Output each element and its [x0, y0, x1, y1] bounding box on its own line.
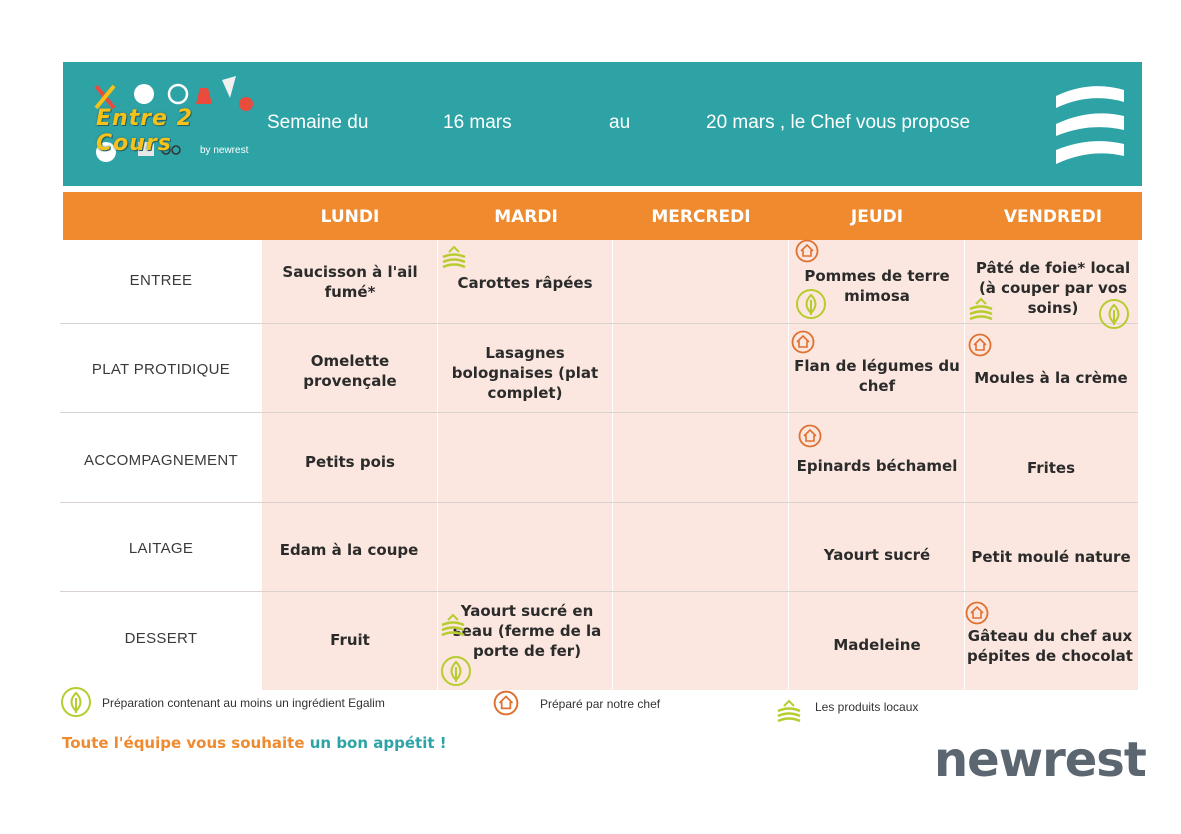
local-products-icon	[440, 612, 466, 638]
row-label-dessert: DESSERT	[124, 630, 198, 647]
week-start-date: 16 mars	[443, 112, 512, 133]
dish-laitage-lundi: Edam à la coupe	[279, 541, 419, 559]
dish-plat-mardi: Lasagnes bolognaises (plat complet)	[451, 344, 599, 402]
logo-paper-icon	[222, 76, 236, 98]
legend-egalim-leaf-icon	[60, 686, 92, 718]
column-divider	[612, 240, 613, 690]
legend-local-products-icon	[776, 698, 802, 724]
dish-entree-lundi: Saucisson à l'ail fumé*	[282, 263, 418, 301]
dish-dessert-jeudi: Madeleine	[833, 636, 921, 654]
dish-accompagnement-jeudi: Epinards béchamel	[796, 457, 958, 475]
week-end-date: 20 mars , le Chef vous propose	[706, 112, 971, 133]
newrest-e-icon	[1050, 82, 1130, 166]
logo-clock-icon	[169, 85, 187, 103]
row-divider	[60, 323, 1138, 324]
day-mercredi: MERCREDI	[651, 207, 751, 227]
egalim-leaf-icon	[795, 288, 827, 320]
legend-egalim-text: Préparation contenant au moins un ingrédient Egalim	[102, 696, 385, 710]
dish-entree-vendredi: Pâté de foie* local (à couper par vos soins)	[975, 259, 1131, 317]
egalim-leaf-icon	[1098, 298, 1130, 330]
row-label-entree: ENTREE	[129, 272, 193, 289]
day-mardi: MARDI	[494, 207, 558, 227]
egalim-leaf-icon	[440, 655, 472, 687]
newrest-logo: newrest	[934, 732, 1146, 788]
day-vendredi: VENDREDI	[1003, 207, 1103, 227]
legend-chef-house-icon	[493, 690, 519, 716]
week-label: Semaine du	[267, 112, 369, 133]
day-jeudi: JEUDI	[850, 207, 904, 227]
dish-plat-lundi: Omelette provençale	[303, 352, 397, 390]
row-divider	[60, 502, 1138, 503]
dish-laitage-vendredi: Petit moulé nature	[971, 548, 1131, 566]
dish-dessert-lundi: Fruit	[330, 631, 370, 649]
week-to-label: au	[609, 112, 631, 133]
dish-dessert-vendredi: Gâteau du chef aux pépites de chocolat	[967, 627, 1133, 665]
logo-pencil-icon	[96, 86, 114, 108]
dish-laitage-jeudi: Yaourt sucré	[823, 546, 931, 564]
dish-entree-jeudi: Pommes de terre mimosa	[804, 267, 950, 305]
footer-message	[62, 734, 447, 752]
row-divider	[60, 591, 1138, 592]
row-label-laitage: LAITAGE	[128, 540, 194, 557]
local-products-icon	[968, 296, 994, 322]
dish-plat-vendredi: Moules à la crème	[974, 369, 1128, 387]
row-divider	[60, 412, 1138, 413]
row-label-plat: PLAT PROTIDIQUE	[91, 361, 231, 378]
day-lundi: LUNDI	[320, 207, 380, 227]
logo-flask-icon	[196, 88, 212, 104]
legend-local-text: Les produits locaux	[815, 700, 919, 714]
chef-house-icon	[968, 333, 992, 357]
dish-accompagnement-lundi: Petits pois	[305, 453, 395, 471]
chef-house-icon	[965, 601, 989, 625]
chef-house-icon	[798, 424, 822, 448]
logo-chef-hat-icon	[134, 84, 154, 104]
footer-message-part1: Toute l'équipe vous souhaite	[62, 734, 305, 752]
chef-house-icon	[791, 330, 815, 354]
footer-message-part2: un bon appétit !	[309, 734, 447, 752]
legend-chef-text: Préparé par notre chef	[540, 697, 661, 711]
dish-plat-jeudi: Flan de légumes du chef	[794, 357, 960, 395]
dish-accompagnement-vendredi: Frites	[1026, 459, 1076, 477]
chef-house-icon	[795, 239, 819, 263]
column-divider	[437, 240, 438, 690]
column-divider	[788, 240, 789, 690]
logo-by: by newrest	[200, 145, 249, 156]
row-label-accompagnement: ACCOMPAGNEMENT	[84, 452, 238, 469]
local-products-icon	[441, 244, 467, 270]
logo-title: Entre 2 Cours	[96, 106, 193, 156]
dish-entree-mardi: Carottes râpées	[457, 274, 593, 292]
dish-dessert-mardi: Yaourt sucré en seau (ferme de la porte de fer)	[452, 602, 602, 660]
